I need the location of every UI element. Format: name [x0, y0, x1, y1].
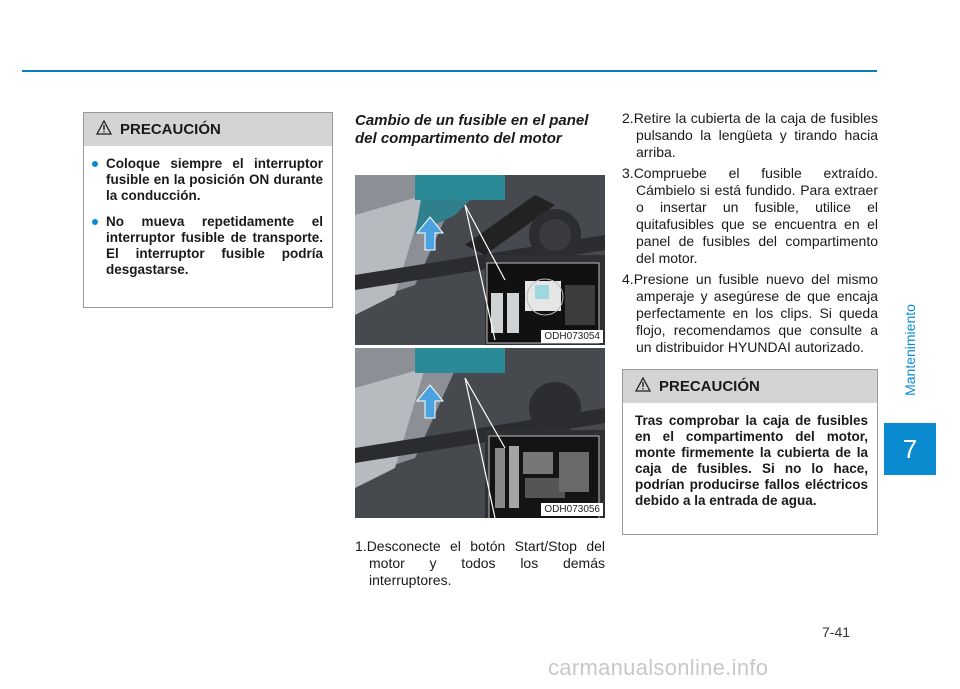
figure-code: ODH073054: [541, 330, 603, 343]
section-title: Cambio de un fusible en el panel del compartimento del motor: [355, 112, 589, 147]
step-item: [355, 538, 605, 589]
step-item: [622, 271, 878, 356]
step-number: 1.: [355, 538, 367, 554]
step-item: [622, 165, 878, 267]
engine-bay-photo-1: [355, 175, 605, 345]
caution-item: Coloque siempre el interruptor fusible en la posición ON durante la conducción.: [106, 156, 323, 203]
step-text: Presione un fusible nuevo del mismo amperaje y asegúrese de que encaja perfectamente en los clips. Si queda flojo, recomendamos que consulte a un distribuidor HYUNDAI autorizado.: [633, 271, 878, 355]
caution-header: [84, 113, 332, 146]
warning-icon: [96, 120, 112, 139]
step-text: Retire la cubierta de la caja de fusibles pulsando la lengüeta y tirando hacia arriba.: [633, 110, 878, 160]
caution-box-right: [622, 369, 878, 535]
caution-body: [84, 146, 332, 298]
chapter-tab-label: Mantenimiento: [902, 304, 919, 396]
step-text: Desconecte el botón Start/Stop del motor y todos los demás interruptores.: [366, 538, 605, 588]
caution-header: [623, 370, 877, 403]
engine-fusebox-illustration: [355, 175, 605, 345]
step-item: [622, 110, 878, 161]
engine-bay-photo-2: [355, 348, 605, 518]
page-number: 7-41: [822, 624, 851, 640]
watermark: carmanualsonline.info: [548, 655, 769, 680]
caution-title: PRECAUCIÓN: [120, 121, 221, 138]
warning-icon: [635, 377, 651, 396]
step-text: Compruebe el fusible extraído. Cámbielo si está fundido. Para extraer o insertar un fusible, utilice el quitafusibles que se encuentra en el panel de fusibles del compartimento del motor.: [633, 165, 878, 266]
steps-list-left: [355, 538, 605, 593]
step-number: 4.: [622, 271, 634, 287]
top-rule: [22, 70, 877, 72]
figure-code: ODH073056: [541, 503, 603, 516]
steps-list-right: [622, 110, 878, 360]
step-number: 3.: [622, 165, 634, 181]
caution-text: Tras comprobar la caja de fusibles en el compartimento del motor, monte firmemente la cubierta de la caja de fusibles. Si no lo hace, podrían producirse fallos eléctricos debido a la entrada de agua.: [635, 413, 868, 508]
step-number: 2.: [622, 110, 634, 126]
caution-box-left: [83, 112, 333, 308]
caution-body: [623, 403, 877, 519]
chapter-number: 7: [884, 423, 936, 475]
chapter-tab: [890, 280, 930, 420]
caution-list: [104, 156, 323, 278]
caution-item: No mueva repetidamente el interruptor fusible de transporte. El interruptor fusible podría desgastarse.: [106, 214, 323, 277]
engine-fusebox-illustration: [355, 348, 605, 518]
caution-title: PRECAUCIÓN: [659, 378, 760, 395]
